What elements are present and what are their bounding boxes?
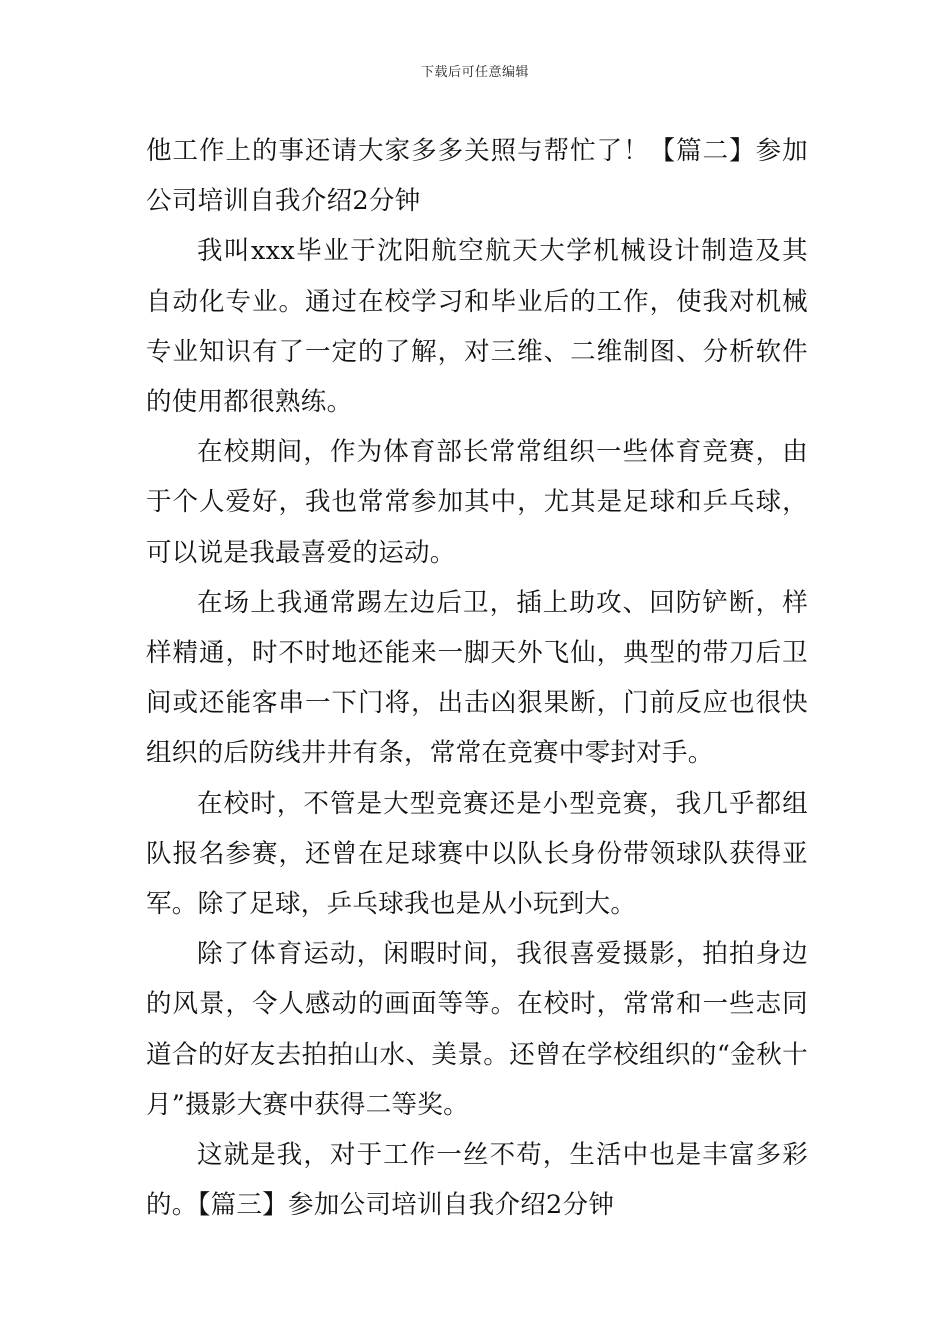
paragraph-photography: 除了体育运动，闲暇时间，我很喜爱摄影，拍拍身边的风景，令人感动的画面等等。在校时，常常和一些志同道合的好友去拍拍山水、美景。还曾在学校组织的“金秋十月”摄影大赛中获得二等奖。 xyxy=(146,939,808,1120)
page-header-note: 下载后可任意编辑 xyxy=(420,65,529,80)
paragraph-continuation: 他工作上的事还请大家多多关照与帮忙了！【篇二】参加公司培训自我介绍2分钟 xyxy=(146,136,808,217)
paragraph-sports-minister: 在校期间，作为体育部长常常组织一些体育竞赛，由于个人爱好，我也常常参加其中，尤其是足球和乒乓球，可以说是我最喜爱的运动。 xyxy=(146,437,808,568)
paragraph-closing: 这就是我，对于工作一丝不苟，生活中也是丰富多彩的。【篇三】参加公司培训自我介绍2分钟 xyxy=(146,1140,808,1221)
paragraph-education: 我叫xxx毕业于沈阳航空航天大学机械设计制造及其自动化专业。通过在校学习和毕业后的工作，使我对机械专业知识有了一定的了解，对三维、二维制图、分析软件的使用都很熟练。 xyxy=(146,236,808,418)
paragraph-football-position: 在场上我通常踢左边后卫，插上助攻、回防铲断，样样精通，时不时地还能来一脚天外飞仙，典型的带刀后卫间或还能客串一下门将，出击凶狠果断，门前反应也很快组织的后防线井井有条，常常在竞赛中零封对手。 xyxy=(146,587,808,769)
paragraph-competitions: 在校时，不管是大型竞赛还是小型竞赛，我几乎都组队报名参赛，还曾在足球赛中以队长身份带领球队获得亚军。除了足球，乒乓球我也是从小玩到大。 xyxy=(146,788,808,920)
document-body xyxy=(146,126,808,1230)
